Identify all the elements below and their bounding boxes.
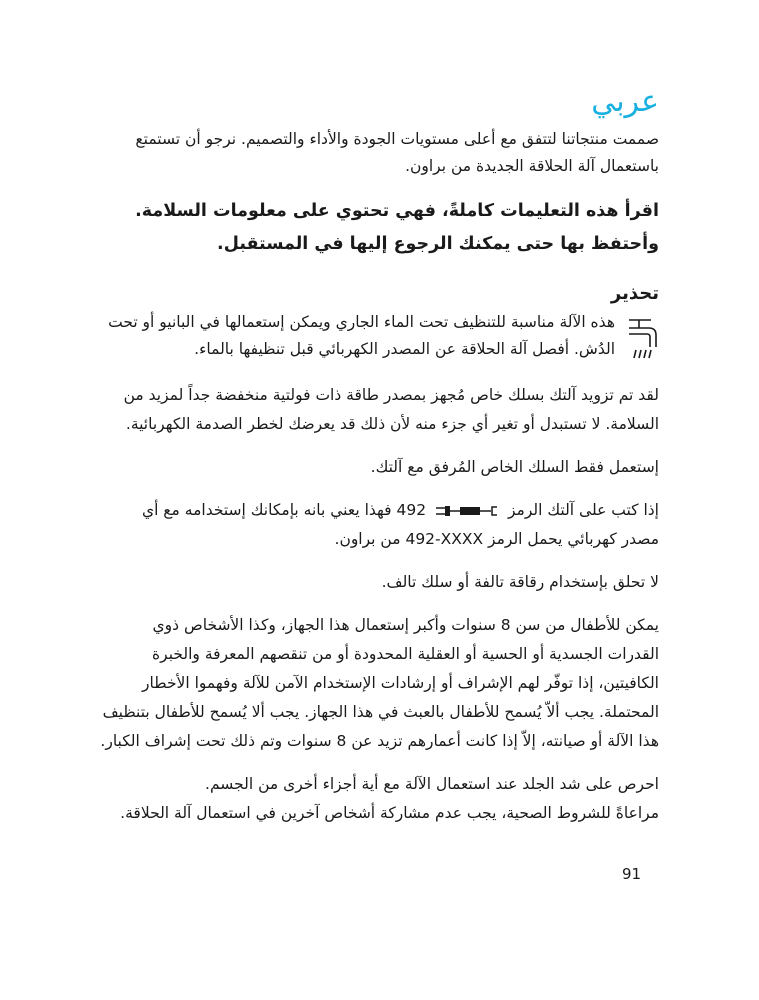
symbol-paragraph: [100, 496, 659, 554]
warning-block: [100, 309, 659, 363]
intro-paragraph: صممت منتجاتنا لتتفق مع أعلى مستويات الجودة والأداء والتصميم. نرجو أن تستمتع باستعمال آلة الحلاقة الجديدة من براون.: [135, 130, 659, 175]
language-heading: عربي: [591, 84, 659, 119]
symbol-text-before: إذا كتب على آلتك الرمز: [507, 501, 659, 519]
symbol-text-after: من براون.: [334, 530, 401, 548]
warning-title: تحذير: [610, 283, 659, 304]
model-code-xxxx: 492-XXXX: [405, 530, 484, 548]
symbol-text-middle: فهذا يعني بانه بإمكانك إستخدامه مع أي مصدر كهربائي يحمل الرمز: [141, 501, 659, 548]
manual-page: [100, 78, 659, 828]
shower-water-icon: [627, 317, 659, 361]
page-number: 91: [622, 865, 642, 883]
notice-line-2: وأحتفظ بها حتى يمكنك الرجوع إليها في المستقبل.: [217, 234, 659, 254]
plug-cord-symbol-icon: [434, 504, 500, 518]
supplied-cord-paragraph: إستعمل فقط السلك الخاص المُرفق مع آلتك.: [370, 458, 659, 476]
notice-line-1: اقرأ هذه التعليمات كاملةً، فهي تحتوي على معلومات السلامة.: [135, 201, 659, 221]
children-safety-paragraph: يمكن للأطفال من سن 8 سنوات وأكبر إستعمال هذا الجهاز، وكذا الأشخاص ذوي القدرات الجسدية أو الحسية أو العقلية المحدودة أو من تنقصهم المعرفة والخبرة الكافيتين، إذا توفّر لهم الإشراف أو إرشادات الإستخدام الآمن للآلة وفهموا الأخطار المحتملة. يجب ألاّ يُسمح للأطفال بالعبث في هذا الجهاز. يجب ألا يُسمح للأطفال بتنظيف هذا الآلة أو صيانته، إلاّ إذا كانت أعمارهم تزيد عن 8 سنوات وتم ذلك تحت إشراف الكبار.: [100, 616, 659, 750]
skin-tip-paragraph: احرص على شد الجلد عند استعمال الآلة مع أية أجزاء أخرى من الجسم.: [205, 775, 659, 793]
model-code-492: 492: [396, 501, 427, 519]
hygiene-paragraph: مراعاةً للشروط الصحية، يجب عدم مشاركة أشخاص آخرين في استعمال آلة الحلاقة.: [120, 804, 659, 822]
warning-text: هذه الآلة مناسبة للتنظيف تحت الماء الجاري ويمكن إستعمالها في البانيو أو تحت الدُش. أفصل آلة الحلاقة عن المصدر الكهربائي قبل تنظيفها بالماء.: [108, 313, 615, 358]
special-cord-paragraph: لقد تم تزويد آلتك بسلك خاص مُجهز بمصدر طاقة ذات فولتية منخفضة جداً لمزيد من السلامة. لا تستبدل أو تغير أي جزء منه لأن ذلك قد يعرضك لخطر الصدمة الكهربائية.: [123, 386, 659, 433]
damaged-foil-paragraph: لا تحلق بإستخدام رقاقة تالفة أو سلك تالف.: [381, 573, 659, 591]
read-instructions-notice: [100, 195, 659, 261]
